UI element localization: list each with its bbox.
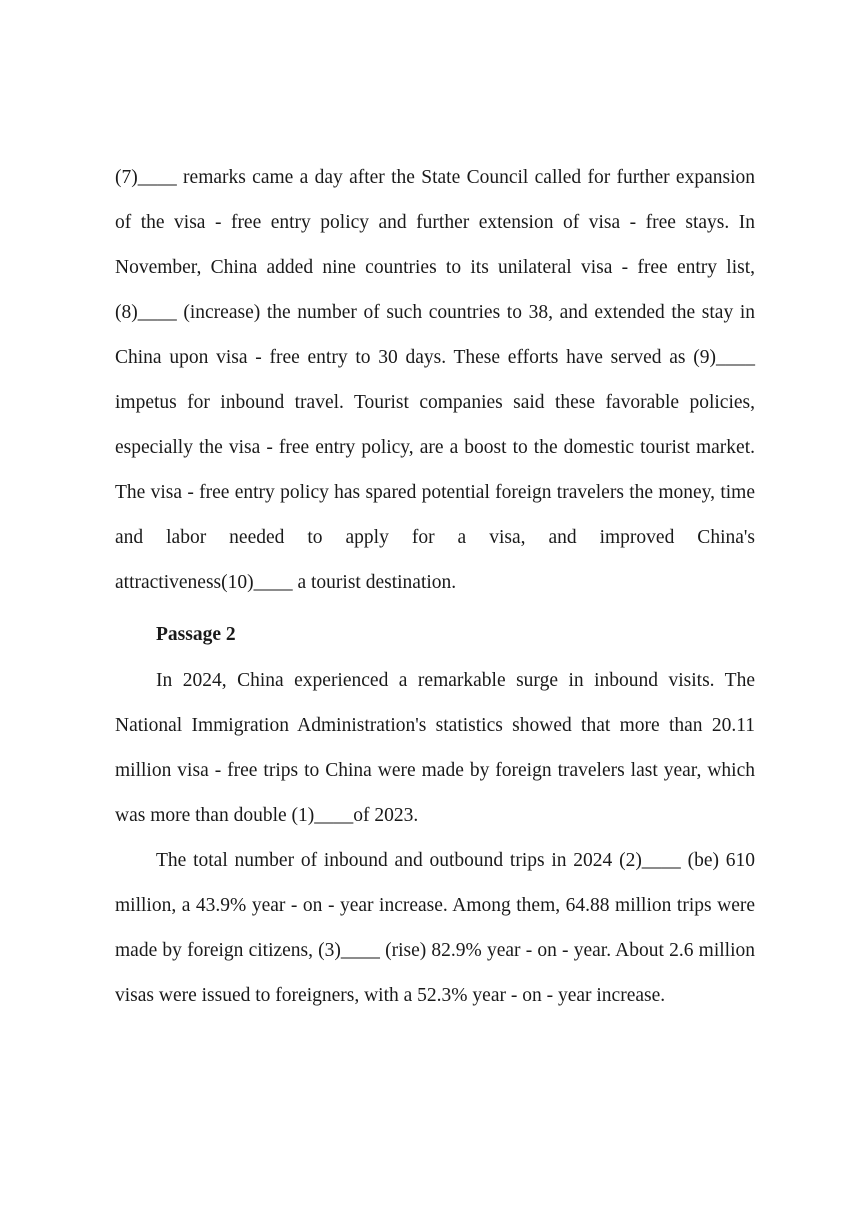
passage2-paragraph-2: The total number of inbound and outbound trips in 2024 (2)____ (be) 610 million, a 43.9% year - on - year increase. Among them, 64.88 million trips were made by foreign citizens, (3)____ (rise) 82.9% year - on - year. About 2.6 million visas were issued to foreigners, with a 52.3% year - on - year increase. [115, 850, 755, 1006]
passage2-title: Passage 2 [156, 624, 236, 645]
document-page [115, 155, 755, 1018]
passage2-paragraph-1: In 2024, China experienced a remarkable surge in inbound visits. The National Immigration Administration's statistics showed that more than 20.11 million visa - free trips to China were made by foreign travelers last year, which was more than double (1)____of 2023. [115, 670, 755, 826]
passage1-continued-paragraph: (7)____ remarks came a day after the State Council called for further expansion of the visa - free entry policy and further extension of visa - free stays. In November, China added nine countries to its unilateral visa - free entry list, (8)____ (increase) the number of such countries to 38, and extended the stay in China upon visa - free entry to 30 days. These efforts have served as (9)____ impetus for inbound travel. Tourist companies said these favorable policies, especially the visa - free entry policy, are a boost to the domestic tourist market. The visa - free entry policy has spared potential foreign travelers the money, time and labor needed to apply for a visa, and improved China's attractiveness(10)____ a tourist destination. [115, 167, 755, 593]
